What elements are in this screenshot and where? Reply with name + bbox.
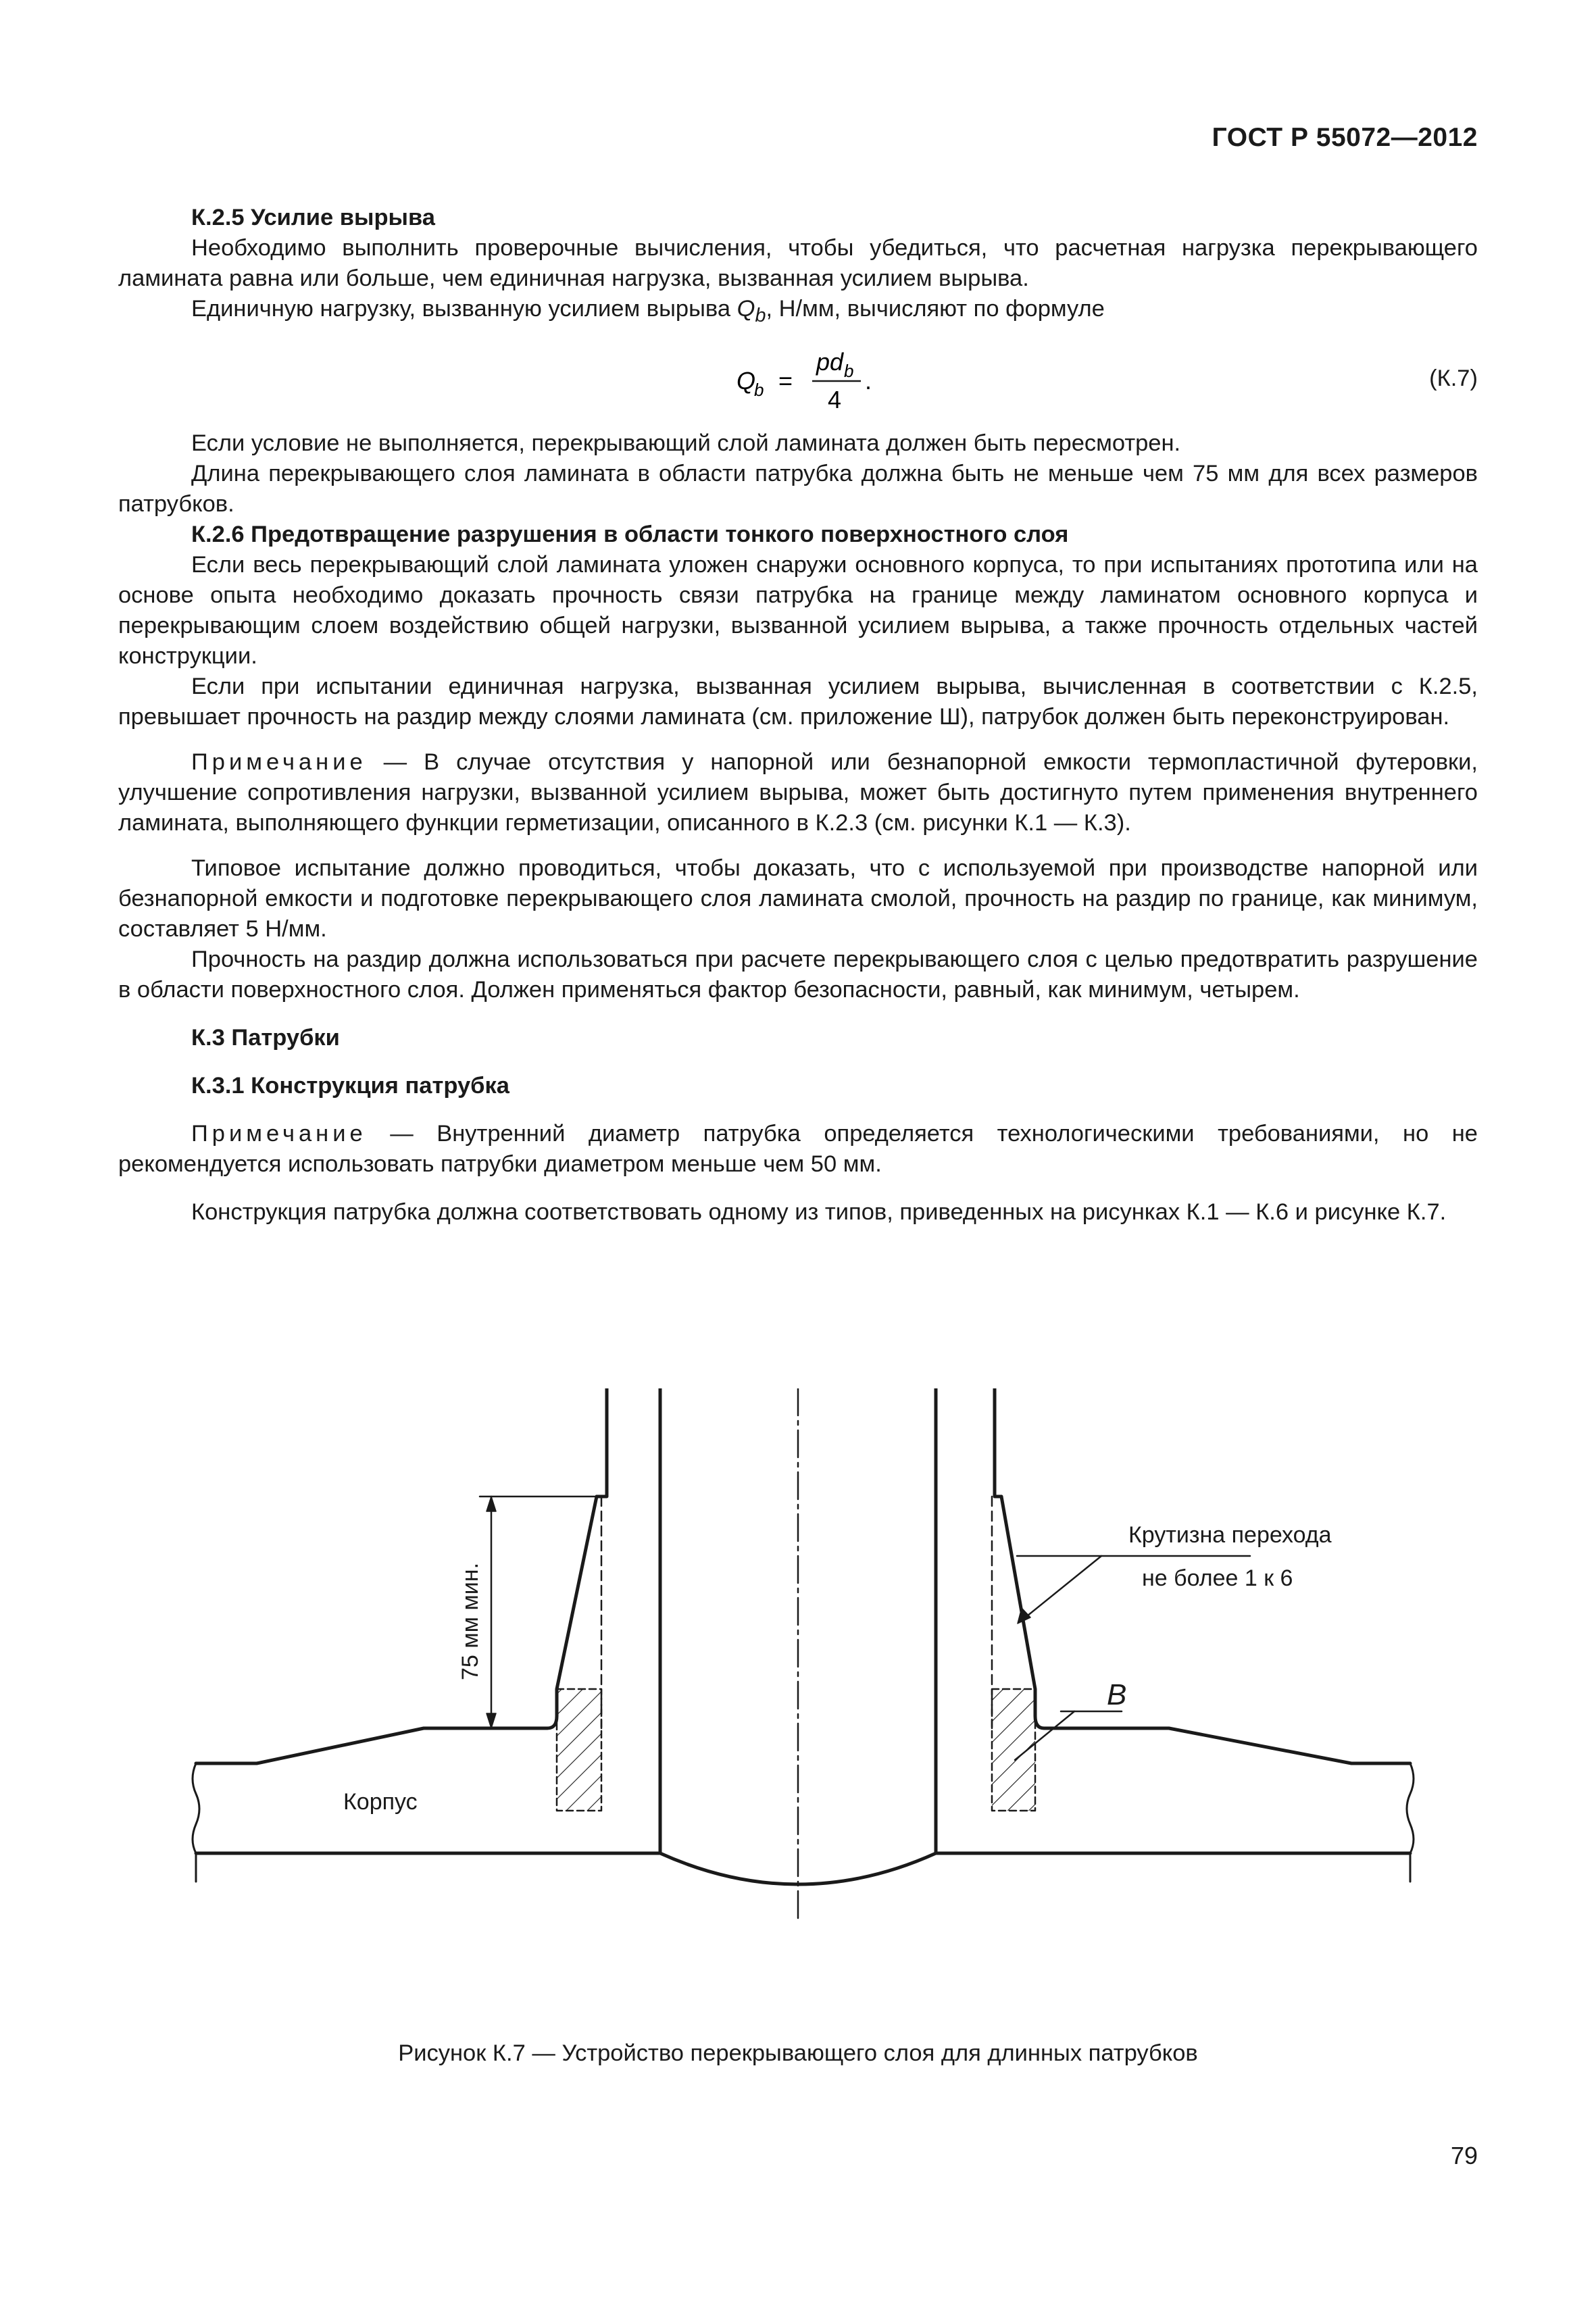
formula-k7 <box>118 341 1478 420</box>
note-label: Примечание <box>191 749 367 775</box>
note-paragraph: Примечание — Внутренний диаметр патрубка определяется технологическими требованиями, но не рекомендуется использовать патрубки диаметром меньше чем 50 мм. <box>118 1120 1478 1177</box>
dimension-label: 75 мм мин. <box>457 1562 483 1681</box>
svg-text:.: . <box>865 366 872 395</box>
standard-header: ГОСТ Р 55072—2012 <box>1212 123 1478 152</box>
paragraph: Конструкция патрубка должна соответствовать одному из типов, приведенных на рисунках К.1 — К.6 и рисунке К.7. <box>191 1199 1447 1225</box>
body-label: Корпус <box>343 1789 418 1815</box>
svg-text:4: 4 <box>828 385 842 413</box>
hatch-zone-left <box>557 1689 601 1811</box>
section-title-k26: К.2.6 Предотвращение разрушения в области тонкого поверхностного слоя <box>191 521 1069 547</box>
paragraph-formula-intro: Единичную нагрузку, вызванную усилием вырыва $Q_b$, Н/мм, вычисляют по формуле <box>191 296 1105 326</box>
paragraph: Типовое испытание должно проводиться, чтобы доказать, что с используемой при производстве напорной или безнапорной емкости и подготовке перекрывающего слоя ламината смолой, прочность на раздир по границе, как минимум, составляет 5 Н/мм. <box>118 855 1478 942</box>
page-number: 79 <box>1450 2142 1478 2169</box>
figure-k7-drawing <box>189 1388 1419 2017</box>
figure-caption: Рисунок К.7 — Устройство перекрывающего слоя для длинных патрубков <box>398 2040 1198 2066</box>
paragraph: Если условие не выполняется, перекрывающий слой ламината должен быть пересмотрен. <box>191 430 1181 456</box>
slope-label-line2: не более 1 к 6 <box>1142 1565 1293 1591</box>
svg-text:pd: pd <box>816 347 844 376</box>
paragraph: Необходимо выполнить проверочные вычисления, чтобы убедиться, что расчетная нагрузка перекрывающего ламината равна или больше, чем единичная нагрузка, вызванная усилием вырыва. <box>118 235 1478 291</box>
paragraph: Длина перекрывающего слоя ламината в области патрубка должна быть не меньше чем 75 мм для всех размеров патрубков. <box>118 460 1478 517</box>
note-paragraph: Примечание — В случае отсутствия у напорной или безнапорной емкости термопластичной футеровки, улучшение сопротивления нагрузки, вызванной усилием вырыва, может быть достигнуто путем применения внутреннего ламината, выполняющего функции герметизации, описанного в К.2.3 (см. рисунки К.1 — К.3). <box>118 749 1478 836</box>
formula-number: (К.7) <box>1429 365 1478 391</box>
svg-text:b: b <box>754 379 764 400</box>
note-label: Примечание <box>191 1120 367 1147</box>
svg-text:b: b <box>844 360 854 381</box>
hatch-zone-right <box>992 1689 1035 1811</box>
formula-graphic <box>737 341 1047 420</box>
svg-text:=: = <box>778 366 793 395</box>
paragraph: Прочность на раздир должна использоваться при расчете перекрывающего слоя с целью предотвратить разрушение в области поверхностного слоя. Должен применяться фактор безопасности, равный, как минимум, четырем. <box>118 946 1478 1003</box>
section-title-k31: К.3.1 Конструкция патрубка <box>191 1072 509 1099</box>
slope-label-line1: Крутизна перехода <box>1128 1522 1332 1548</box>
section-title-k25: К.2.5 Усилие вырыва <box>191 205 435 230</box>
svg-text:Q: Q <box>737 366 756 395</box>
section-title-k3: К.3 Патрубки <box>191 1024 340 1051</box>
b-label: В <box>1107 1678 1127 1711</box>
paragraph: Если при испытании единичная нагрузка, вызванная усилием вырыва, вычисленная в соответствии с К.2.5, превышает прочность на раздир между слоями ламината (см. приложение Ш), патрубок должен быть переконструирован. <box>118 673 1478 730</box>
body-text <box>118 203 1478 1228</box>
paragraph: Если весь перекрывающий слой ламината уложен снаружи основного корпуса, то при испытаниях прототипа или на основе опыта необходимо доказать прочность связи патрубка на границе между ламинатом основного корпуса и перекрывающим слоем воздействию общей нагрузки, вызванной усилием вырыва, а также прочность отдельных частей конструкции. <box>118 551 1478 669</box>
